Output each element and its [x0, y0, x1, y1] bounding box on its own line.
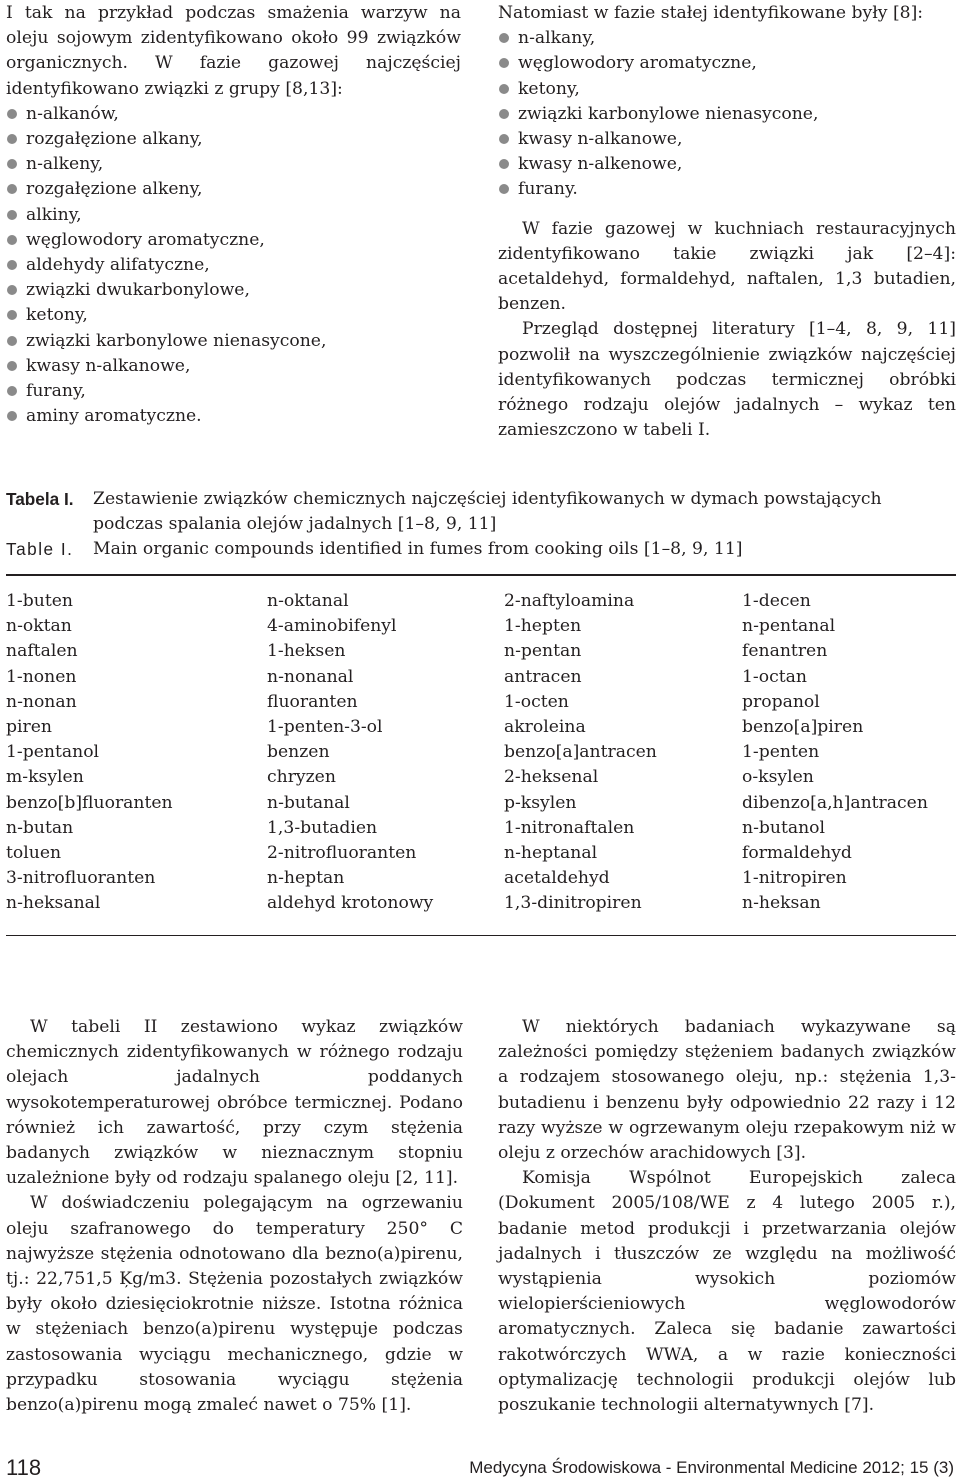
table-top-rule [6, 574, 956, 576]
table-column-2 [267, 589, 433, 917]
table-cell: 3-nitrofluoranten [6, 868, 156, 889]
caption-polish [6, 487, 956, 537]
table-cell: 1-penten-3-ol [267, 717, 383, 738]
list-item: związki dwukarbonylowe, [6, 278, 461, 303]
bullet-icon [7, 411, 17, 421]
table-cell: 1-hepten [504, 616, 582, 637]
table-cell: 1-nitropiren [742, 868, 847, 889]
restaurant-paragraph: W fazie gazowej w kuchniach restauracyjnych zidentyfikowano takie związki jak [2–4]: acetaldehyd, formaldehyd, naftalen, 1,3 butadien, benzen. [498, 218, 956, 315]
list-item: rozgałęzione alkeny, [6, 177, 461, 202]
bullet-icon [7, 159, 17, 169]
table-cell: 1-nonen [6, 666, 77, 687]
caption-english [6, 537, 956, 562]
bottom-right-column [498, 1015, 956, 1418]
caption-label-en: Table I. [6, 539, 74, 560]
table-bottom-rule [6, 935, 956, 936]
list-item: kwasy n-alkanowe, [498, 127, 956, 152]
list-item: kwasy n-alkenowe, [498, 152, 956, 177]
table-cell: n-pentan [504, 641, 582, 662]
table-cell: 2-naftyloamina [504, 591, 635, 611]
table-cell: 1-buten [6, 591, 73, 611]
table-cell: n-butanol [742, 817, 826, 838]
list-item: węglowodory aromatyczne, [498, 51, 956, 76]
list-item: aldehydy alifatyczne, [6, 253, 461, 278]
table-cell: n-nonanal [267, 666, 354, 687]
table-cell: n-heptanal [504, 843, 598, 864]
table-cell: n-pentanal [742, 616, 836, 637]
bottom-left-column [6, 1015, 463, 1418]
bullet-icon [7, 184, 17, 194]
bullet-icon [7, 336, 17, 346]
list-item: rozgałęzione alkany, [6, 127, 461, 152]
table-cell: fenantren [742, 641, 828, 662]
caption-label-pl: Tabela I. [6, 489, 74, 509]
table-column-3 [504, 589, 657, 917]
bullet-icon [7, 109, 17, 119]
list-item: kwasy n-alkanowe, [6, 354, 461, 379]
top-left-column [6, 1, 461, 429]
bullet-icon [7, 210, 17, 220]
table-column-4 [742, 589, 928, 917]
list-item: związki karbonylowe nienasycone, [498, 102, 956, 127]
bullet-icon [499, 84, 509, 94]
table-cell: 2-nitrofluoranten [267, 843, 417, 864]
table-cell: n-nonan [6, 691, 77, 712]
bullet-icon [7, 260, 17, 270]
bullet-icon [7, 235, 17, 245]
table-cell: n-oktanal [267, 591, 349, 611]
table-cell: propanol [742, 691, 820, 712]
table-cell: 2-heksenal [504, 767, 599, 788]
commission-paragraph: Komisja Wspólnot Europejskich zaleca (Dokument 2005/108/WE z 4 lutego 2005 r.), badanie metod produkcji i przetwarzania olejów jadalnych i tłuszczów ze względu na możliwość wystąpienia wysokich poziomów wielopierścieniowych węglowodorów aromatycznych. Zaleca się badanie zawartości rakotwórczych WWA, a w razie konieczności optymalizację technologii produkcji olejów lub poszukanie technologii alternatywnych [7]. [498, 1168, 956, 1416]
table-column-1 [6, 589, 173, 917]
table-cell: dibenzo[a,h]antracen [742, 792, 928, 813]
table-cell: 1,3-butadien [267, 817, 378, 838]
table-cell: n-heptan [267, 868, 345, 889]
gas-phase-list [6, 102, 461, 430]
list-item: ketony, [498, 77, 956, 102]
bullet-icon [499, 33, 509, 43]
solid-phase-list [498, 26, 956, 202]
table-cell: 1-octen [504, 691, 569, 712]
table-cell: o-ksylen [742, 767, 814, 788]
table-cell: aldehyd krotonowy [267, 893, 434, 914]
bullet-icon [499, 184, 509, 194]
table-caption [6, 487, 956, 563]
table-cell: n-heksanal [6, 893, 101, 914]
bullet-icon [7, 310, 17, 320]
bullet-icon [499, 58, 509, 68]
table-cell: n-oktan [6, 616, 72, 637]
top-right-column [498, 1, 956, 443]
list-item: n-alkeny, [6, 152, 461, 177]
list-item: aminy aromatyczne. [6, 404, 461, 429]
bullet-icon [7, 134, 17, 144]
table-cell: 1-octan [742, 666, 807, 687]
literature-paragraph: Przegląd dostępnej literatury [1–4, 8, 9, 11] pozwolił na wyszczególnienie związków najczęściej identyfikowanych podczas termicznej obróbki różnego rodzaju olejów jadalnych – wykaz ten zamieszczono w tabeli I. [498, 319, 956, 441]
table-cell: antracen [504, 666, 582, 687]
list-item: n-alkanów, [6, 102, 461, 127]
table-cell: benzen [267, 742, 330, 763]
table-cell: p-ksylen [504, 792, 577, 813]
table-cell: 1,3-dinitropiren [504, 893, 642, 914]
list-item: ketony, [6, 303, 461, 328]
table-cell: benzo[a]piren [742, 717, 864, 738]
table-cell: fluoranten [267, 691, 358, 712]
list-item: związki karbonylowe nienasycone, [6, 329, 461, 354]
caption-text-pl: Zestawienie związków chemicznych najczęściej identyfikowanych w dymach powstających podczas spalania olejów jadalnych [1–8, 9, 11] [93, 489, 882, 535]
table-cell: benzo[a]antracen [504, 742, 657, 763]
table-cell: toluen [6, 843, 62, 864]
page-number: 118 [6, 1455, 42, 1480]
experiment-paragraph: W doświadczeniu polegającym na ogrzewaniu oleju szafranowego do temperatury 250° C najwyższe stężenia odnotowano dla bezno(a)pirenu, tj.: 22,751,5 Ķg/m3. Stężenia pozostałych związków były około dziesięciokrotnie niższe. Istotna różnica w stężeniach benzo(a)pirenu występuje podczas zastosowania wyciągu mechanicznego, gdzie w przypadku stosowania wyciągu stężenia benzo(a)pirenu mogą zmaleć nawet o 75% [1]. [6, 1193, 463, 1416]
table-cell: n-heksan [742, 893, 821, 914]
table-cell: 4-aminobifenyl [267, 616, 397, 637]
bullet-icon [7, 285, 17, 295]
table-cell: 1-pentanol [6, 742, 100, 763]
table-cell: 1-decen [742, 591, 811, 611]
table-cell: 1-penten [742, 742, 820, 763]
table-cell: n-butanal [267, 792, 350, 813]
table-cell: acetaldehyd [504, 868, 610, 889]
table-cell: naftalen [6, 641, 78, 662]
bullet-icon [7, 361, 17, 371]
bullet-icon [499, 109, 509, 119]
list-item: furany, [6, 379, 461, 404]
list-item: alkiny, [6, 203, 461, 228]
list-item: furany. [498, 177, 956, 202]
table-cell: 1-heksen [267, 641, 346, 662]
journal-footer: Medycyna Środowiskowa - Environmental Medicine 2012; 15 (3) [469, 1458, 954, 1477]
table-cell: chryzen [267, 767, 336, 788]
table-ii-paragraph: W tabeli II zestawiono wykaz związków chemicznych zidentyfikowanych w różnego rodzaju olejach jadalnych poddanych wysokotemperaturowej obróbce termicznej. Podano również ich zawartość, przy czym stężenia badanych związków w nieznacznym stopniu uzależnione były od rodzaju spalanego oleju [2, 11]. [6, 1017, 463, 1189]
table-cell: benzo[b]fluoranten [6, 792, 173, 813]
table-cell: piren [6, 717, 52, 738]
list-item: węglowodory aromatyczne, [6, 228, 461, 253]
table-cell: akroleina [504, 717, 586, 738]
solid-phase-intro: Natomiast w fazie stałej identyfikowane były [8]: [498, 3, 924, 23]
table-cell: formaldehyd [742, 843, 852, 864]
table-cell: m-ksylen [6, 767, 84, 788]
list-item: n-alkany, [498, 26, 956, 51]
table-cell: n-butan [6, 817, 74, 838]
bullet-icon [499, 159, 509, 169]
table-cell: 1-nitronaftalen [504, 817, 635, 838]
bullet-icon [499, 134, 509, 144]
bullet-icon [7, 386, 17, 396]
caption-text-en: Main organic compounds identified in fumes from cooking oils [1–8, 9, 11] [93, 539, 743, 560]
oil-type-paragraph: W niektórych badaniach wykazywane są zależności pomiędzy stężeniem badanych związków a rodzajem stosowanego oleju, np.: stężenia 1,3-butadienu i benzenu były odpowiednio 22 razy i 12 razy wyższe w ogrzewanym oleju rzepakowym niż w oleju z orzechów arachidowych [3]. [498, 1017, 956, 1164]
intro-paragraph: I tak na przykład podczas smażenia warzyw na oleju sojowym zidentyfikowano około 99 związków organicznych. W fazie gazowej najczęściej identyfikowano związki z grupy [8,13]: [6, 3, 461, 99]
